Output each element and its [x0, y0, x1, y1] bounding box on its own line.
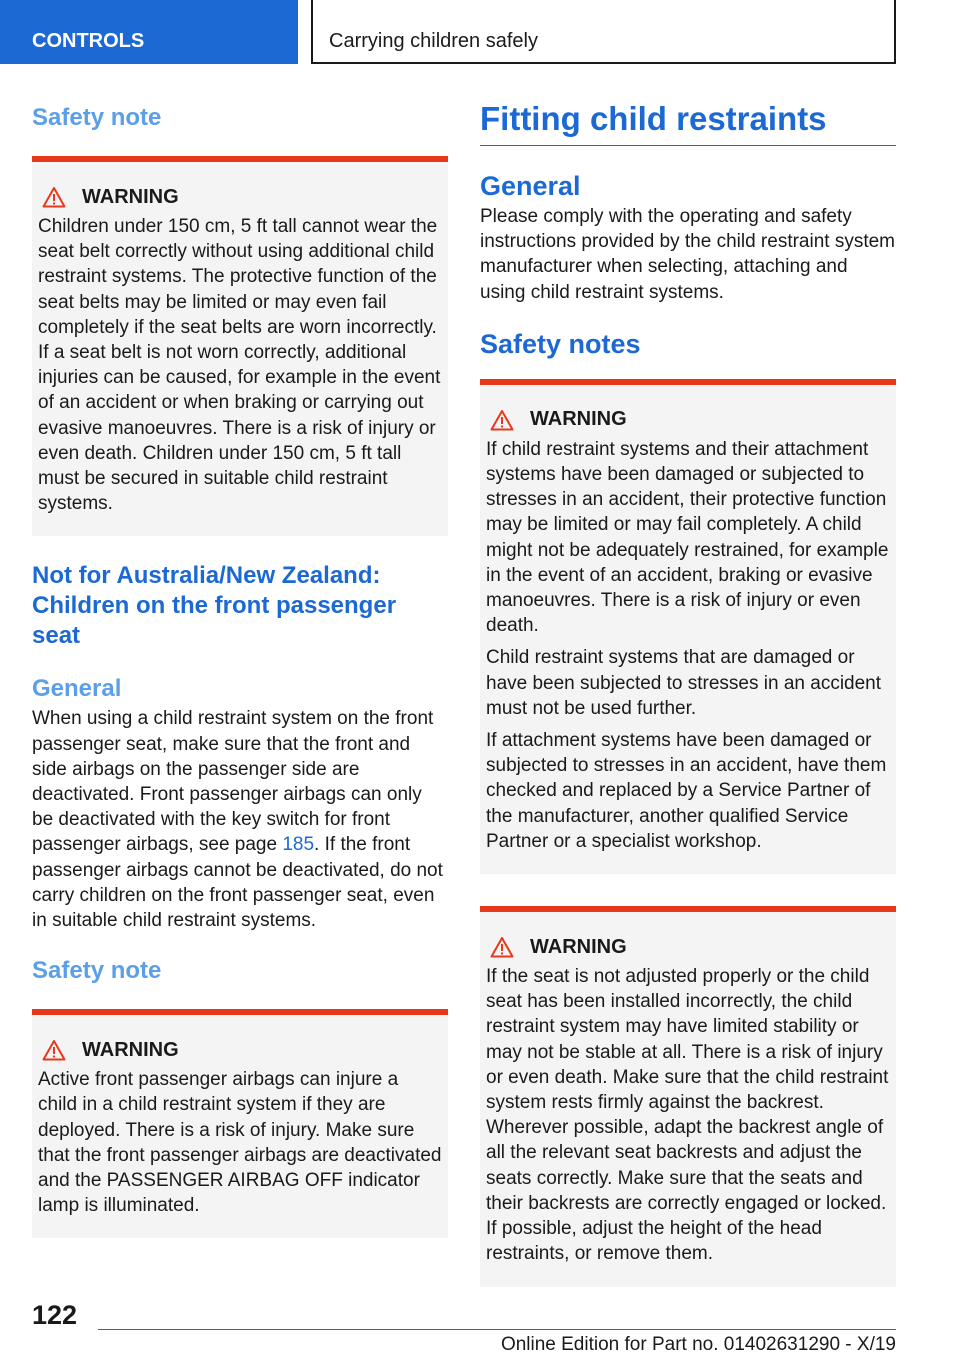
page-title: Fitting child restraints: [480, 100, 827, 137]
warning-triangle-icon: [42, 186, 66, 208]
warning-title-4: WARNING: [530, 935, 627, 958]
header-topic-label: Carrying children safely: [329, 30, 538, 52]
footer-rule: [98, 1329, 896, 1330]
general-heading-left: General: [32, 675, 122, 703]
warning-text-2: Active front passenger airbags can injure a child in a child restraint system if they are deployed. There is a risk of injury. Make sure that the front passenger airbags are deactivated and the PASSENGER AIRBAG OFF indicator lamp is illuminated.: [38, 1069, 442, 1217]
warning-triangle-icon: [490, 409, 514, 431]
left-column: [32, 100, 448, 1238]
header-section-label: CONTROLS: [32, 30, 145, 52]
warning-box-1: [32, 156, 448, 536]
safety-note-heading-2: Safety note: [32, 957, 162, 985]
footer-edition: Online Edition for Part no. 01402631290 - X/19: [500, 1334, 896, 1355]
front-passenger-heading: Not for Australia/New Zealand: Children on the front passenger seat: [32, 562, 397, 650]
warning-title-3: WARNING: [530, 408, 627, 431]
warning-text-3a: If child restraint systems and their attachment systems have been damaged or subjected to stresses in an accident, their protective function may be limited or may fail completely. A child might not be adequately restrained, for example in the event of an accident, braking or evasive manoeuvres. There is a risk of injury or even death.: [486, 438, 889, 637]
page-number: 122: [32, 1300, 78, 1330]
general-paragraph-left: When using a child restraint system on the front passenger seat, make sure that the front and side airbags on the passenger side are deactivated. Front passenger airbags can only be deactivated with the key switch for front passenger airbags, see page 185. If the front passenger airbags cannot be deactivated, do not carry children on the front passenger seat, even in suitable child restraint systems.: [32, 708, 443, 932]
warning-triangle-icon: [490, 936, 514, 958]
general-heading-right: General: [480, 171, 581, 201]
header-section-tab: [0, 0, 298, 64]
right-column: [480, 100, 896, 1287]
warning-text-4: If the seat is not adjusted properly or the child seat has been installed incorrectly, the child restraint system may have limited stability or may not be stable at all. There is a risk of injury or even death. Make sure that the child restraint system rests firmly against the backrest. Wherever possible, adapt the backrest angle of all the relevant seat backrests and adjust the seats correctly. Make sure that the seats and their backrests are correctly engaged or locked. If possible, adjust the height of the head restraints, or remove them.: [486, 966, 889, 1265]
safety-note-heading-1: Safety note: [32, 104, 162, 131]
warning-title-2: WARNING: [82, 1038, 179, 1061]
page-link-185[interactable]: 185: [282, 834, 315, 856]
warning-box-3: [480, 379, 896, 874]
safety-notes-heading: Safety notes: [480, 328, 641, 359]
warning-title-1: WARNING: [82, 185, 179, 208]
warning-box-2: [32, 1009, 448, 1238]
general-paragraph-right: Please comply with the operating and safety instructions provided by the child restraint system manufacturer when selecting, attaching and using child restraint systems.: [480, 206, 896, 303]
title-rule: [480, 100, 896, 146]
warning-box-4: [480, 906, 896, 1286]
warning-text-1: Children under 150 cm, 5 ft tall cannot wear the seat belt correctly without using additional child restraint systems. The protective function of the seat belts may be limited or may even fail completely if the seat belts are worn incorrectly. If a seat belt is not worn correctly, additional injuries can be caused, for example in the event of an accident or when braking or carrying out evasive manoeuvres. There is a risk of injury or even death. Children under 150 cm, 5 ft tall must be secured in suitable child restraint systems.: [38, 216, 441, 515]
warning-triangle-icon: [42, 1039, 66, 1061]
header-topic-box: [311, 0, 896, 64]
warning-text-3c: If attachment systems have been damaged or subjected to stresses in an accident, have them checked and replaced by a Service Partner of the manufacturer, another qualified Service Partner or a specialist workshop.: [486, 730, 887, 852]
warning-text-3b: Child restraint systems that are damaged or have been subjected to stresses in an accident must not be used further.: [486, 647, 882, 719]
